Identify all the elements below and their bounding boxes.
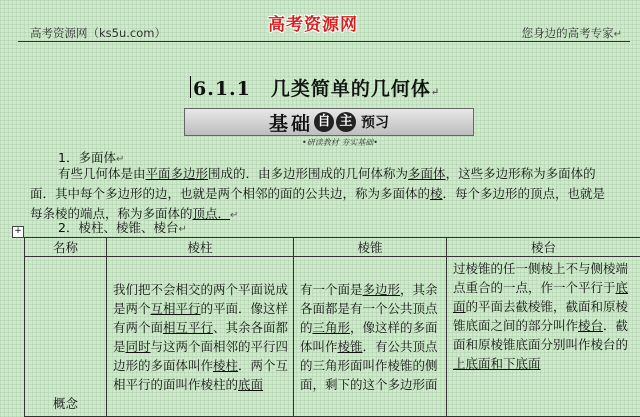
header-right-text: 您身边的高考专家↵ xyxy=(522,25,622,41)
section-2-heading: 2．棱柱、棱锥、棱台↵ xyxy=(30,218,620,240)
row-label-concept: 概念 xyxy=(25,257,107,417)
page-title: 6.1.1 几类简单的几何体↵ xyxy=(193,74,440,101)
header-name: 名称 xyxy=(25,238,107,257)
site-logo: 高考资源网 xyxy=(268,10,358,35)
banner-text-a: 基础 xyxy=(269,109,313,136)
banner-ring-2: 主 xyxy=(336,112,356,132)
banner-ring-1: 自 xyxy=(314,112,334,132)
banner-subtitle: •研读教材 夯实基础• xyxy=(302,137,378,148)
banner-text-c: 预习 xyxy=(361,112,389,132)
cell-pyramid-concept: 有一个面是多边形，其余各面都是有一个公共顶点的三角形，像这样的多面体叫作棱锥．有公共顶点的三角形面叫作棱锥的侧面，剩下的这个多边形面 xyxy=(294,257,447,417)
header-prism: 棱柱 xyxy=(107,238,294,257)
header-pyramid: 棱锥 xyxy=(294,238,447,257)
header-divider xyxy=(18,41,630,42)
header-left-text: 高考资源网（ks5u.com） xyxy=(30,25,166,41)
section-banner xyxy=(184,108,474,136)
section-1-body: 有些几何体是由平面多边形围成的．由多边形围成的几何体称为多面体，这些多边形称为多面体的面．其中每个多边形的边，也就是两个相邻的面的公共边，称为多面体的棱．每个多边形的顶点，也就是每条棱的端点，称为多面体的顶点．↵ xyxy=(30,164,612,226)
table-move-handle[interactable]: + xyxy=(12,226,24,238)
table-header-row xyxy=(25,238,640,257)
header-frustum: 棱台 xyxy=(447,238,640,257)
cell-prism-concept: 我们把不会相交的两个平面说成是两个互相平行的平面．像这样有两个面相互平行、其余各面都是同时与这两个面相邻的平行四边形的多面体叫作棱柱．两个互相平行的面叫作棱柱的底面 xyxy=(107,257,294,417)
cell-frustum-concept: 过棱锥的任一侧棱上不与侧棱端点重合的一点，作一个平行于底面的平面去截棱锥，截面和原棱锥底面之间的部分叫作棱台．截面和原棱锥底面分别叫作棱台的上底面和下底面 xyxy=(447,257,640,417)
comparison-table xyxy=(24,237,640,417)
text-cursor xyxy=(190,76,191,98)
section-1-heading: 1．多面体↵ xyxy=(30,148,620,170)
table-row-concept xyxy=(25,257,640,417)
